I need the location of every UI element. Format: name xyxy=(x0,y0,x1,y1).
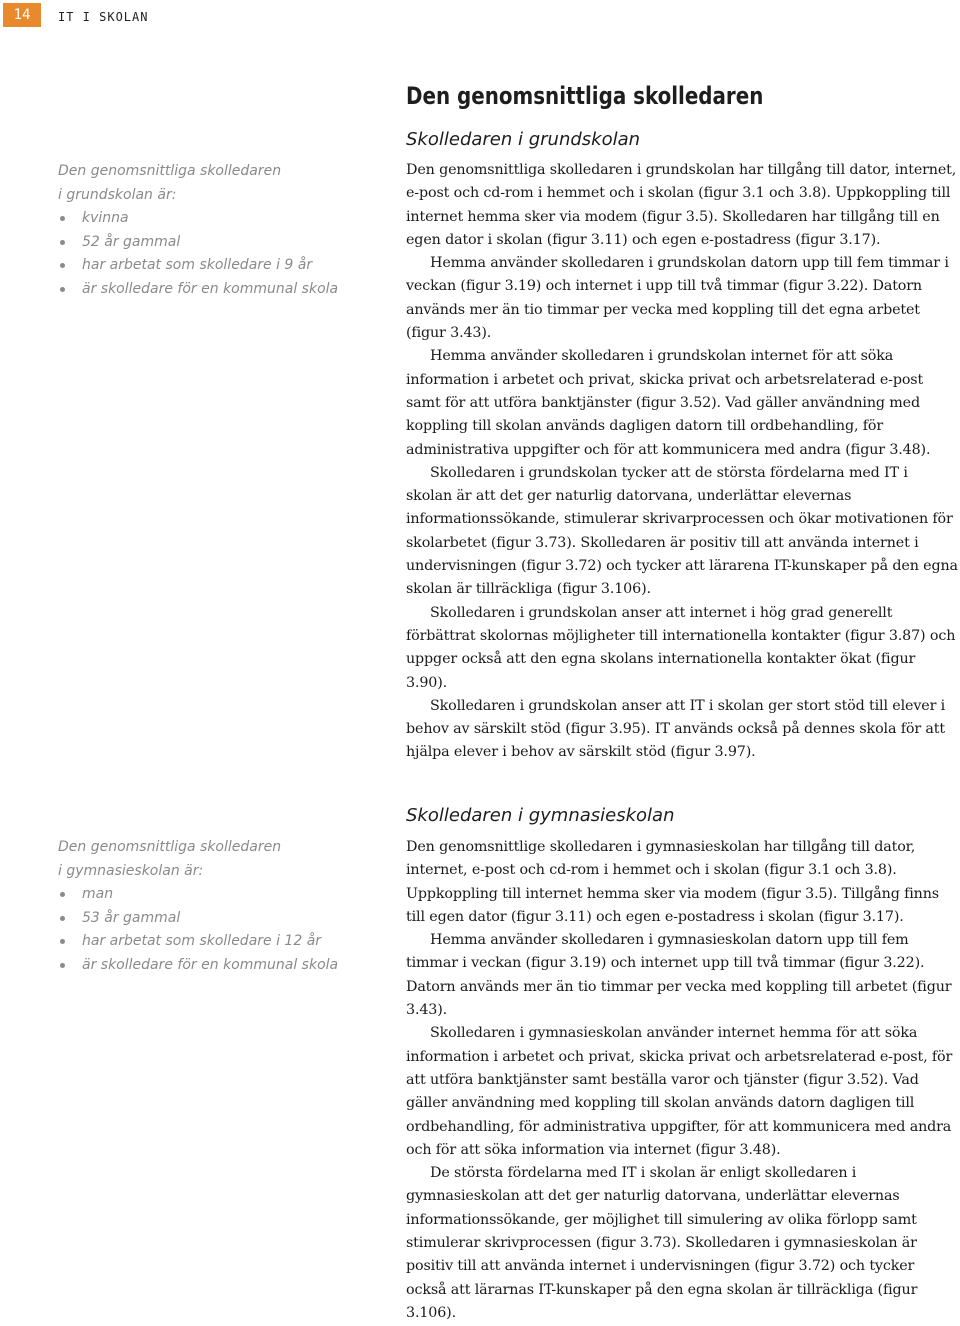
list-item: kvinna xyxy=(58,207,388,231)
list-item: är skolledare för en kommunal skola xyxy=(58,954,388,978)
paragraph: Den genomsnittliga skolledaren i grundskolan har tillgång till dator, internet, e-post och cd-rom i hemmet och i skolan (figur 3.1 och 3.8). Uppkoppling till internet hemma sker via modem (figur 3.5). Skolledaren har tillgång till en egen dator i skolan (figur 3.11) och egen e-postadress (figur 3.17). xyxy=(406,162,957,248)
sidebar-list xyxy=(58,207,388,301)
sidebar-intro: i grundskolan är: xyxy=(58,186,177,203)
paragraph: Skolledaren i grundskolan tycker att de största fördelarna med IT i skolan är att det ger naturlig datorvana, underlättar elevernas informationssökande, stimulerar skrivarprocessen och ökar motivationen för skolarbetet (figur 3.73). Skolledaren är positiv till att använda internet i undervisningen (figur 3.72) och tycker att lärarena IT-kunskaper på den egna skolan är tillräckliga (figur 3.106). xyxy=(406,464,958,598)
list-item: har arbetat som skolledare i 9 år xyxy=(58,254,388,278)
sidebar-list xyxy=(58,883,388,977)
list-item: har arbetat som skolledare i 12 år xyxy=(58,930,388,954)
page-number: 14 xyxy=(3,3,41,27)
paragraph: Skolledaren i grundskolan anser att IT i skolan ger stort stöd till elever i behov av särskilt stöd (figur 3.95). IT används också på dennes skola för att hjälpa elever i behov av särskilt stöd (figur 3.97). xyxy=(406,697,946,761)
sidebar-intro: i gymnasieskolan är: xyxy=(58,862,204,879)
paragraph: Hemma använder skolledaren i grundskolan datorn upp till fem timmar i veckan (figur 3.19) och internet i upp till två timmar (figur 3.22). Datorn används mer än tio timmar per vecka med koppling till det egna arbetet (figur 3.43). xyxy=(406,255,949,342)
paragraph: De största fördelarna med IT i skolan är enligt skolledaren i gymnasieskolan att det ger naturlig datorvana, underlättar elevernas informationssökande, ger möjlighet till simulering av olika förlopp samt stimulerar skrivprocessen (figur 3.73). Skolledaren i gymnasieskolan är positiv till att använda internet i undervisningen (figur 3.72) och tycker också att lärarnas IT-kunskaper på den egna skolan är tillräckliga (figur 3.106). xyxy=(406,1165,918,1321)
section-body-grundskolan xyxy=(406,159,958,765)
list-item: är skolledare för en kommunal skola xyxy=(58,278,388,302)
section-heading-grundskolan: Skolledaren i grundskolan xyxy=(406,129,641,150)
list-item: 53 år gammal xyxy=(58,907,388,931)
sidebar-intro: Den genomsnittliga skolledaren xyxy=(58,163,282,179)
page-title: Den genomsnittliga skolledaren xyxy=(406,82,764,110)
sidebar-box-grundskola xyxy=(58,160,388,301)
paragraph: Skolledaren i grundskolan anser att internet i hög grad generellt förbättrat skolornas möjligheter till internationella kontakter (figur 3.87) och uppger också att den egna skolans internationella kontakter ökat (figur 3.90). xyxy=(406,604,956,691)
paragraph: Den genomsnittlige skolledaren i gymnasieskolan har tillgång till dator, internet, e-post och cd-rom i hemmet och i skolan (figur 3.1 och 3.8). Uppkoppling till internet hemma sker via modem (figur 3.5). Tillgång finns till egen dator (figur 3.11) och egen e-postadress i skolan (figur 3.17). xyxy=(406,839,939,925)
paragraph: Hemma använder skolledaren i grundskolan internet för att söka information i arbetet och privat, skicka privat och arbetsrelaterad e-post samt för att utföra banktjänster (figur 3.52). Vad gäller användning med koppling till skolan används dagligen datorn till ordbehandling, för administrativa uppgifter och för att kommunicera med andra (figur 3.48). xyxy=(406,348,931,458)
section-body-gymnasieskolan xyxy=(406,836,958,1325)
paragraph: Skolledaren i gymnasieskolan använder internet hemma för att söka information i arbetet och privat, skicka privat och arbetsrelaterad e-post, för att utföra banktjänster samt beställa varor och tjänster (figur 3.52). Vad gäller användning med koppling till skolan används datorn dagligen till ordbehandling, för administrativa uppgifter, för att kommunicera med andra och för att söka information via internet (figur 3.48). xyxy=(406,1025,953,1158)
sidebar-intro: Den genomsnittliga skolledaren xyxy=(58,839,282,855)
list-item: 52 år gammal xyxy=(58,231,388,255)
running-title: IT I SKOLAN xyxy=(58,10,149,24)
section-heading-gymnasieskolan: Skolledaren i gymnasieskolan xyxy=(406,805,675,826)
sidebar-box-gymnasieskola xyxy=(58,836,388,977)
list-item: man xyxy=(58,883,388,907)
paragraph: Hemma använder skolledaren i gymnasieskolan datorn upp till fem timmar i veckan (figur 3.19) och internet upp till två timmar (figur 3.22). Datorn används mer än tio timmar per vecka med koppling till arbetet (figur 3.43). xyxy=(406,932,952,1019)
